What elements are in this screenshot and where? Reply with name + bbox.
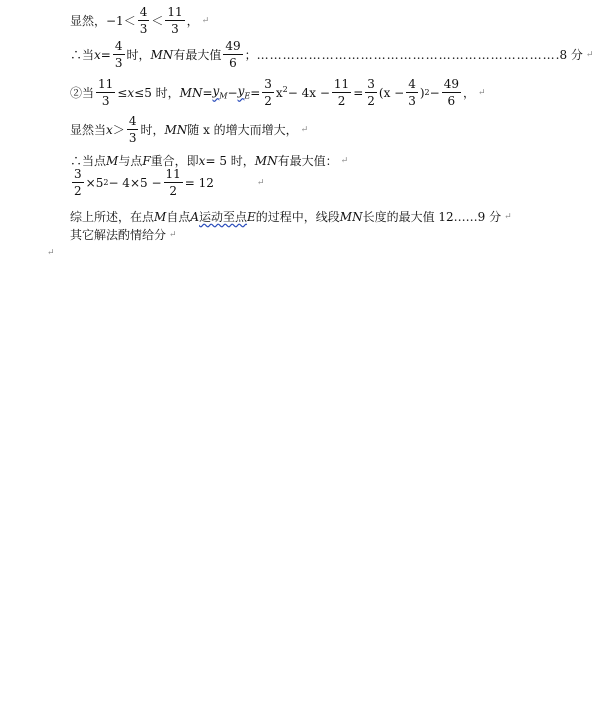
var-x: x: [127, 85, 135, 100]
frac-den: 3: [114, 56, 123, 70]
line3-eq2: =: [250, 85, 261, 100]
fraction-4-3: [113, 40, 125, 69]
fraction-49-6: [442, 78, 461, 107]
fraction-4-3: [127, 115, 139, 144]
y-letter: y: [237, 84, 245, 99]
paragraph-mark-icon: ↵: [504, 211, 512, 222]
line4-text-d: 随 x 的增大而增大，: [187, 123, 298, 137]
var-m: M: [154, 209, 167, 224]
line3-circle-2: ②当: [70, 86, 95, 100]
line3-t2: −: [429, 85, 440, 100]
line1-text-a: 显然，−1＜: [70, 14, 136, 28]
fraction-11-2: [332, 78, 351, 107]
line-4: [70, 115, 308, 144]
line7-text-f: 长度的最大值 12……9 分: [362, 210, 502, 224]
paragraph-mark-icon: ↵: [169, 229, 177, 240]
line5-text-d: = 5 时，: [205, 154, 255, 168]
y-letter: y: [212, 84, 220, 99]
var-m: M: [106, 153, 119, 168]
frac-den: 2: [74, 184, 82, 198]
line-6: [70, 168, 264, 197]
frac-den: 6: [447, 94, 456, 108]
line-3: [70, 78, 486, 107]
frac-den: 2: [264, 94, 272, 108]
fraction-3-2: [72, 168, 84, 197]
line8-text: 其它解法酌情给分: [70, 228, 167, 242]
fraction-49-6: [223, 40, 242, 69]
frac-num: 3: [367, 77, 375, 91]
frac-den: 2: [337, 94, 346, 108]
var-x: x: [94, 47, 101, 62]
line5-text-e: 有最大值：: [277, 154, 338, 168]
var-mn: MN: [339, 209, 363, 224]
frac-num: 4: [114, 39, 123, 53]
var-mn: MN: [164, 122, 188, 137]
line5-text-c: 重合，即: [150, 154, 199, 168]
paragraph-mark-icon: ↵: [300, 124, 309, 135]
line6-t1: ×5: [85, 175, 104, 190]
paragraph-mark-icon: ↵: [478, 87, 486, 98]
frac-num: 4: [139, 5, 148, 19]
fraction-11-3: [165, 6, 184, 35]
paragraph-mark-icon: ↵: [201, 15, 210, 26]
line3-paren-close: ): [419, 85, 425, 100]
line7-text-e: 的过程中，线段: [255, 210, 340, 224]
frac-num: 3: [74, 167, 82, 181]
line-5: [70, 152, 348, 169]
square-sup: 2: [103, 178, 109, 187]
line-2: [70, 39, 594, 70]
frac-num: 4: [408, 77, 416, 91]
fraction-11-2: [164, 168, 183, 197]
square-sup: 2: [424, 88, 430, 97]
line3-le2: ≤5 时，: [134, 86, 180, 100]
line1-text-b: ＜: [151, 14, 164, 28]
line3-eq: =: [202, 85, 213, 100]
var-e: E: [247, 209, 256, 224]
fraction-4-3: [406, 78, 418, 107]
y-m: [213, 84, 228, 100]
frac-num: 4: [128, 114, 137, 128]
line3-paren-open: (x −: [378, 85, 405, 100]
line3-end: ，: [462, 86, 475, 100]
line2-text-a: ∴当: [70, 48, 95, 62]
line4-text-b: ＞: [112, 123, 125, 137]
line3-le1: ≤: [117, 85, 128, 100]
var-a: A: [190, 209, 199, 224]
frac-num: 11: [333, 77, 350, 91]
frac-num: 11: [165, 167, 181, 181]
fraction-3-2: [365, 78, 377, 107]
wavy-underlined-text: 运动至点: [199, 210, 248, 224]
fraction-4-3: [138, 6, 150, 35]
line3-eq3: =: [353, 85, 364, 100]
frac-den: 3: [171, 22, 179, 36]
line6-t2: − 4×5 −: [108, 175, 162, 190]
line2-text-d: 有最大值: [173, 48, 222, 62]
frac-den: 2: [367, 94, 375, 108]
x-squared: [276, 85, 288, 100]
line-7: [70, 208, 512, 225]
line6-t3: = 12: [184, 175, 214, 190]
line3-t1: − 4x −: [287, 85, 330, 100]
frac-num: 11: [98, 77, 114, 91]
subscript: E: [244, 91, 251, 101]
line2-text-c: 时，: [126, 48, 151, 62]
frac-num: 49: [443, 77, 459, 91]
x-letter: x: [275, 86, 283, 100]
frac-den: 3: [139, 22, 148, 36]
frac-num: 3: [264, 77, 272, 91]
var-x: x: [198, 153, 206, 168]
paragraph-mark-icon: ↵: [47, 248, 55, 258]
paragraph-mark-icon: ↵: [340, 155, 349, 166]
line5-text-b: 与点: [118, 154, 143, 168]
line7-text-a: 综上所述，在点: [70, 210, 155, 224]
y-e: [238, 84, 251, 100]
line4-text-a: 显然当: [70, 123, 107, 137]
empty-paragraph: [44, 248, 55, 258]
superscript: 2: [282, 85, 288, 94]
var-mn: MN: [254, 153, 278, 168]
frac-den: 6: [229, 56, 237, 70]
score-8: .8 分: [555, 48, 583, 62]
line-1: [70, 6, 209, 35]
frac-den: 3: [101, 94, 110, 108]
paragraph-mark-icon: ↵: [256, 177, 265, 188]
fraction-11-3: [96, 78, 115, 107]
line5-text-a: ∴当点: [70, 154, 107, 168]
var-mn: MN: [150, 47, 174, 62]
var-f: F: [142, 153, 151, 168]
line4-text-c: 时，: [140, 123, 165, 137]
fraction-3-2: [262, 78, 274, 107]
frac-num: 49: [225, 39, 241, 53]
var-x: x: [106, 122, 113, 137]
paragraph-mark-icon: ↵: [585, 49, 594, 60]
score-dots: ……………………………………………………………: [256, 47, 556, 62]
line2-text-e: ；: [244, 48, 257, 62]
line3-minus: −: [227, 85, 238, 100]
var-mn: MN: [179, 85, 203, 100]
line1-text-c: ，: [186, 14, 199, 28]
line7-text-b: 自点: [166, 210, 191, 224]
frac-den: 3: [128, 131, 137, 145]
frac-den: 3: [408, 94, 416, 108]
frac-den: 2: [169, 184, 177, 198]
subscript: M: [219, 91, 228, 101]
line2-text-b: =: [100, 47, 111, 62]
line-8: [70, 226, 177, 243]
frac-num: 11: [167, 5, 183, 19]
